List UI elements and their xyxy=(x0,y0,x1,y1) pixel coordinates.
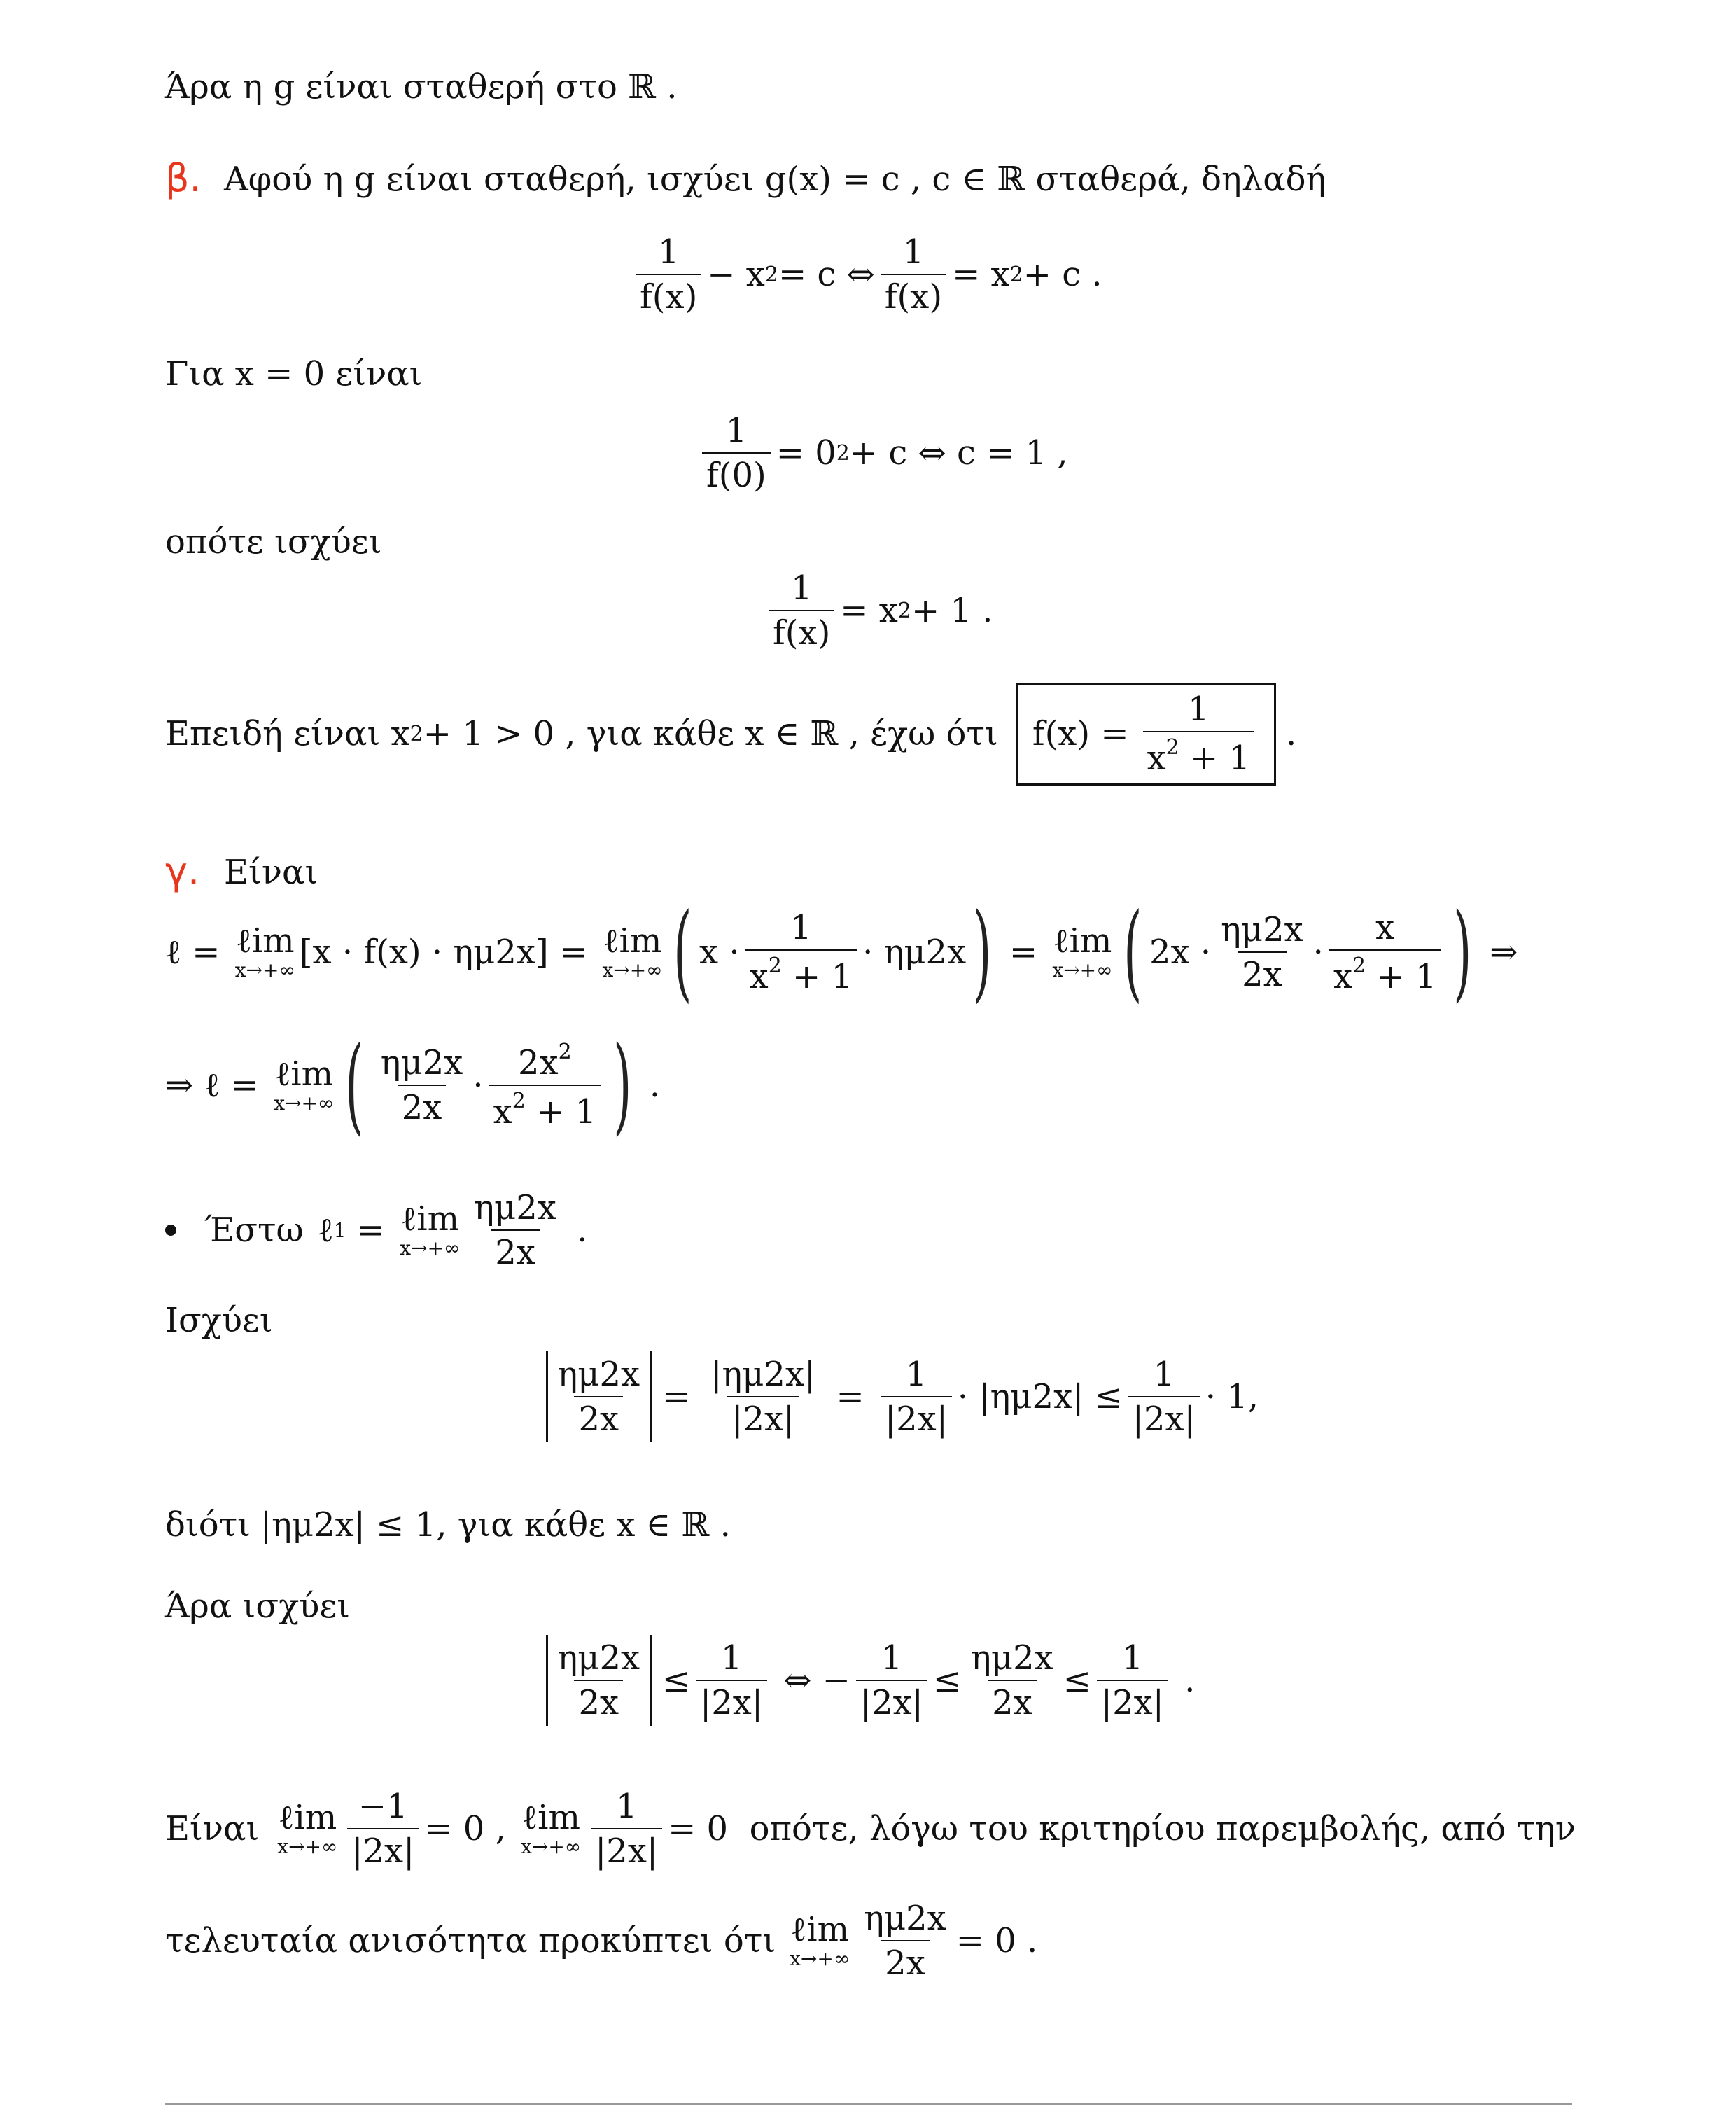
squeeze-limits-line: Είναι ℓim x→+∞ $\frac{-1}{|2x|}$ = 0 , ℓim x→+∞ $\frac{1}{|2x|}$ = 0 οπότε, λόγω του κριτηρίου παρεμβολής, από την xyxy=(165,1787,1576,1871)
fraction: $\frac{\eta\mu 2x}{2x}$ xyxy=(380,1042,463,1127)
part-beta-label: β. xyxy=(165,156,202,200)
part-gamma-text: Είναι xyxy=(224,853,318,892)
absolute-inequality: $\frac{\eta\mu 2x}{2x}$ = $\frac{|\eta\mu 2x|}{|2x|}$ = $\frac{1}{|2x|}$ · |ημ2x| ≤ $\frac{1}{|2x|}$ · 1, xyxy=(546,1351,1259,1442)
limit-operator: ℓim x→+∞ xyxy=(274,1054,335,1115)
limit-operator: ℓim x→+∞ xyxy=(521,1798,582,1859)
boxed-result-line: Επειδή είναι x 2 + 1 > 0 , για κάθε x ∈ ℝ , έχω ότι f(x) = $\frac{1}{x^2 + 1}$ . xyxy=(165,683,1296,786)
part-beta-text: Αφού η g είναι σταθερή, ισχύει g(x) = c , c ∈ ℝ σταθερά, δηλαδή xyxy=(224,160,1326,199)
final-conclusion-line: τελευταία ανισότητα προκύπτει ότι ℓim x→+∞ $\frac{\eta\mu 2x}{2x}$ = 0 . xyxy=(165,1899,1038,1983)
so-holds-line: οπότε ισχύει xyxy=(165,522,382,562)
fraction: $\frac{1}{x^2 + 1}$ xyxy=(1143,692,1254,776)
fraction: $\frac{1}{f(x)}$ xyxy=(881,235,946,315)
limit-expression-1: ℓ = ℓim x→+∞ [x · f(x) · ημ2x] = ℓim x→+∞ ( x · $\frac{1}{x^2 + 1}$ · ημ2x ) = ℓim x→+∞ ( 2x · $\frac{\eta\mu 2x}{2x}$ · $\frac{x}{x^2 + 1}$ ) ⇒ xyxy=(165,891,1518,1013)
fraction: $\frac{1}{f(x)}$ xyxy=(636,235,701,315)
therefore-holds-line: Άρα ισχύει xyxy=(165,1587,351,1626)
fraction: $\frac{1}{x^2 + 1}$ xyxy=(746,910,857,995)
limit-operator: ℓim x→+∞ xyxy=(277,1798,338,1859)
limit-operator: ℓim x→+∞ xyxy=(400,1199,461,1260)
fraction: $\frac{1}{|2x|}$ xyxy=(696,1640,767,1721)
fraction: $\frac{\eta\mu 2x}{2x}$ xyxy=(864,1899,946,1983)
fraction: $\frac{1}{f(0)}$ xyxy=(702,413,771,494)
limit-operator: ℓim x→+∞ xyxy=(790,1910,850,1971)
fraction: $\frac{1}{|2x|}$ xyxy=(591,1789,662,1869)
fraction: $\frac{1}{|2x|}$ xyxy=(881,1357,952,1437)
fraction: $\frac{x}{x^2 + 1}$ xyxy=(1329,910,1441,995)
equation-reciprocal: $\frac{1}{f(x)}$ = x 2 + 1 . xyxy=(763,571,993,651)
fraction: $\frac{1}{|2x|}$ xyxy=(1097,1640,1168,1721)
bullet-define-ell1: Έστω ℓ 1 = ℓim x→+∞ $\frac{\eta\mu 2x}{2x}$ . xyxy=(165,1190,587,1271)
because-line: διότι |ημ2x| ≤ 1, για κάθε x ∈ ℝ . xyxy=(165,1505,731,1544)
limit-operator: ℓim x→+∞ xyxy=(602,921,663,982)
fraction: $\frac{\eta\mu 2x}{2x}$ xyxy=(474,1188,556,1273)
limit-operator: ℓim x→+∞ xyxy=(1052,921,1113,982)
conclusion-constant-line: Άρα η g είναι σταθερή στο ℝ . xyxy=(165,67,678,106)
for-x-zero-line: Για x = 0 είναι xyxy=(165,354,423,393)
limit-operator: ℓim x→+∞ xyxy=(234,921,295,982)
fraction: $\frac{1}{|2x|}$ xyxy=(856,1640,927,1721)
bullet-icon xyxy=(165,1225,176,1236)
part-gamma-label: γ. xyxy=(165,849,200,893)
squeeze-inequality: $\frac{\eta\mu 2x}{2x}$ ≤ $\frac{1}{|2x|}$ ⇔ − $\frac{1}{|2x|}$ ≤ $\frac{\eta\mu 2x}{2x}$ ≤ $\frac{1}{|2x|}$ . xyxy=(546,1635,1195,1726)
limit-expression-2: ⇒ ℓ = ℓim x→+∞ ( $\frac{\eta\mu 2x}{2x}$ · $\frac{2x^2}{x^2 + 1}$ ) . xyxy=(165,1024,661,1146)
fraction: $\frac{1}{|2x|}$ xyxy=(1128,1357,1200,1437)
fraction: $\frac{-1}{|2x|}$ xyxy=(347,1789,419,1869)
fraction: $\frac{\eta\mu 2x}{2x}$ xyxy=(971,1638,1054,1722)
fraction: $\frac{\eta\mu 2x}{2x}$ xyxy=(1221,909,1303,994)
fraction: $\frac{1}{f(x)}$ xyxy=(769,571,834,651)
holds-line: Ισχύει xyxy=(165,1301,273,1340)
boxed-answer: f(x) = $\frac{1}{x^2 + 1}$ xyxy=(1016,683,1276,786)
fraction: $\frac{2x^2}{x^2 + 1}$ xyxy=(489,1041,601,1130)
fraction: $\frac{\eta\mu 2x}{2x}$ xyxy=(557,1638,640,1722)
equation-g-constant: $\frac{1}{f(x)}$ − x 2 = c ⇔ $\frac{1}{f(x)}$ = x 2 + c . xyxy=(630,235,1102,315)
fraction: $\frac{|\eta\mu 2x|}{|2x|}$ xyxy=(710,1354,816,1439)
equation-c-value: $\frac{1}{f(0)}$ = 0 2 + c ⇔ c = 1 , xyxy=(696,413,1068,494)
footer-rule xyxy=(165,2103,1572,2105)
fraction: $\frac{\eta\mu 2x}{2x}$ xyxy=(557,1354,640,1439)
